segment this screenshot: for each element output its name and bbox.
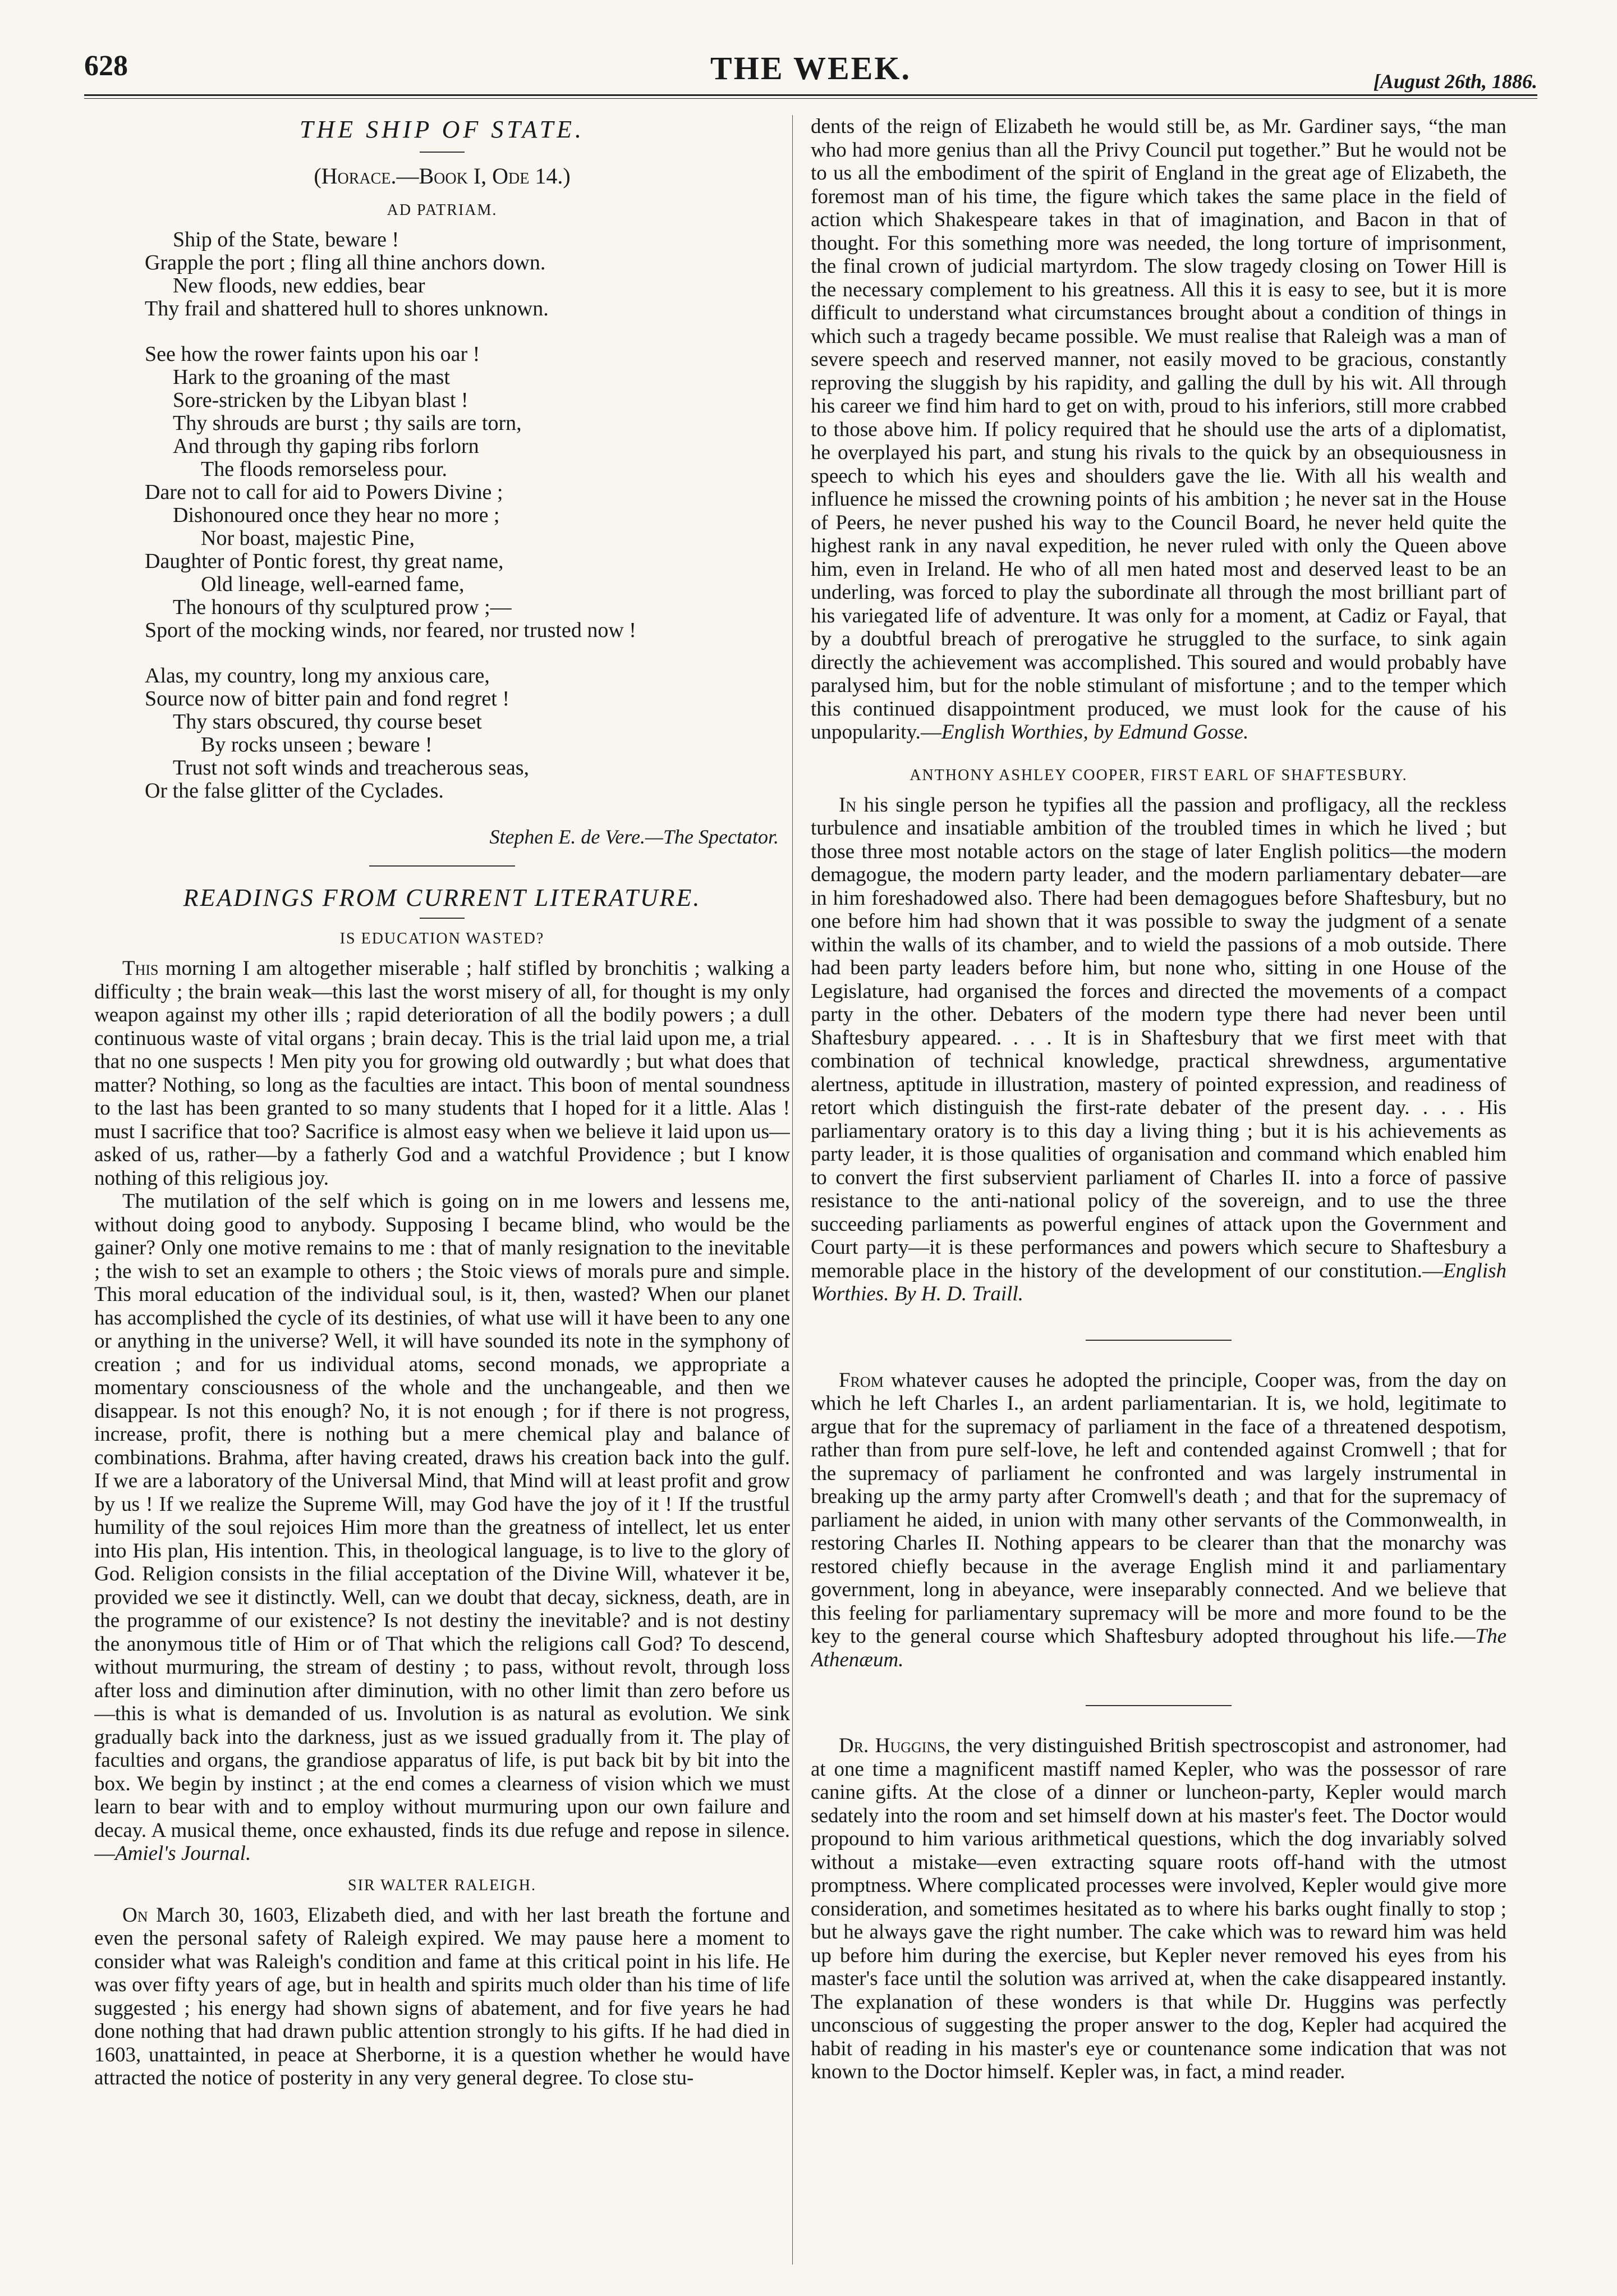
title-rule — [420, 918, 465, 919]
source-citation: English Worthies. By H. D. Traill. — [811, 1259, 1506, 1305]
page-number: 628 — [84, 50, 128, 82]
title-rule — [420, 152, 465, 153]
issue-date: [August 26th, 1886. — [1373, 70, 1537, 93]
drop-word: In — [839, 793, 857, 817]
poem-line: Ship of the State, beware ! — [173, 228, 399, 251]
poem-line: Old lineage, well-earned fame, — [201, 572, 465, 596]
poem-line: Source now of bitter pain and fond regret ! — [145, 687, 510, 711]
education-heading: IS EDUCATION WASTED? — [339, 930, 545, 947]
poem-line: Alas, my country, long my anxious care, — [145, 664, 490, 688]
poem-line: New floods, new eddies, bear — [173, 274, 425, 297]
section-rule — [1086, 1705, 1232, 1706]
cooper-paragraph: From whatever causes he adopted the principle, Cooper was, from the day on which he left Charles I., an ardent parliamentarian. It is, we hold, legitimate to argue that for the supremacy of parliament in the face of a threatened despotism, rather than from pure self-love, he left and contended against Cromwell ; that for the supremacy of parliament he confronted and was largely instrumental in breaking up the army party after Cromwell's death ; and that for the supremacy of parliament he aided, in union with many other servants of the Commonwealth, in restoring Charles II. Nothing appears to be clearer than that the monarchy was restored chiefly because in the average English mind it and parliamentary government, long in abeyance, were inseparably connected. And we believe that this feeling for parliamentary supremacy will be more and more found to be the key to the general course which Shaftesbury adopted throughout his life.—The Athenæum. — [811, 1368, 1506, 1671]
poem-line: Dare not to call for aid to Powers Divine ; — [145, 480, 503, 504]
column-divider — [792, 115, 793, 2265]
poem-line: Grapple the port ; fling all thine anchors down. — [145, 251, 546, 274]
drop-word: From — [839, 1368, 884, 1392]
newspaper-title: THE WEEK. — [710, 50, 911, 86]
raleigh-paragraph-continued: dents of the reign of Elizabeth he would still be, as Mr. Gardiner says, “the man who had more genius than all the Privy Council put together.” But he would not be to us all the embodiment of the spirit of England in the great age of Elizabeth, the foremost man of his time, the figure which takes the same place in the field of action which Shakespeare takes in that of imagination, and Bacon in that of thought. For this something more was needed, the long torture of imprisonment, the final crown of judicial martyrdom. The slow tragedy closing on Tower Hill is the necessary complement to his greatness. All this it is easy to see, but it is more difficult to understand what circumstances brought about a condition of things in which such a tragedy became possible. We must realise that Raleigh was a man of severe speech and reserved manner, not easily moved to be gracious, constantly reproving the sluggish by his rapidity, and galling the dull by his wit. All through his career we find him hard to get on with, proud to his inferiors, still more crabbed to those above him. If policy required that he should use the arts of a diplomatist, he overplayed his part, and stung his rivals to the quick by an obsequiousness in speech to which his eyes and shoulders gave the lie. With all his wealth and influence he missed the crowning points of his ambition ; he never sat in the House of Peers, he never pushed his way to the Council Board, he never held quite the highest rank in any naval expedition, he never ruled with only the Queen above him, even in Ireland. He who of all men hated most and deserved least to be an underling, was forced to play the subordinate all through the most brilliant part of his variegated life of adventure. It was only for a moment, at Cadiz or Fayal, that by a doubtful breach of prerogative he struggled to the surface, to sink again directly the achievement was accomplished. This soured and would probably have paralysed him, but for the noble stimulant of misfortune ; and to the temper which this continued disappointment produced, we must look for the cause of his unpopularity.—English Worthies, by Edmund Gosse. — [811, 115, 1506, 744]
raleigh-heading: SIR WALTER RALEIGH. — [348, 1876, 536, 1894]
poem-body — [145, 228, 790, 803]
raleigh-paragraph: On March 30, 1603, Elizabeth died, and with her last breath the fortune and even the personal safety of Raleigh expired. We may pause here a moment to consider what was Raleigh's condition and fame at this critical point in his life. He was over fifty years of age, but in health and spirits much older than his time of life suggested ; his energy had shown signs of abatement, and for five years he had done nothing that had drawn public attention strongly to his gifts. If he had died in 1603, unattainted, in peace at Sherborne, it is a question whether he would have attracted the notice of posterity in any very general degree. To close stu- — [94, 1903, 790, 2089]
poem-subtitle: (Horace.—Book I, Ode 14.) — [314, 163, 571, 189]
poem-line: Trust not soft winds and treacherous seas, — [173, 756, 530, 780]
poem-line: Thy stars obscured, thy course beset — [173, 710, 482, 734]
masthead — [84, 35, 1537, 101]
shaftesbury-paragraph: In his single person he typifies all the passion and profligacy, all the reckless turbulence and insatiable ambition of the troubled times in which he lived ; but those three most notable actors on the stage of later English politics—the modern demagogue, the modern party leader, and the modern parliamentary debater—are in him foreshadowed also. There had been demagogues before Shaftesbury, but no one before him had shown that it was possible to sway the judgment of a senate within the walls of its chamber, and to wield the passions of a mob outside. There had been party leaders before him, but none who, sitting in one House of the Legislature, had organised the forces and directed the movements of a compact party in the other. Debaters of the modern type there had never been until Shaftesbury appeared. . . . It is in Shaftesbury that we first meet with that combination of technical knowledge, practical shrewdness, argumentative alertness, aptitude in illustration, mastery of pointed expression, and readiness of retort which distinguish the first-rate debater of the present day. . . . His parliamentary oratory is to this day a living thing ; but it is his achievements as party leader, it is those qualities of organisation and command which enabled him to convert the first subservient parliament of Charles II. into a force of passive resistance to the anti-national policy of the sovereign, and to use the three succeeding parliaments as powerful engines of attack upon the Government and Court party—it is these performances and powers which secure to Shaftesbury a memorable place in the history of the development of our constitution.—English Worthies. By H. D. Traill. — [811, 793, 1506, 1305]
source-citation: The Athenæum. — [811, 1625, 1506, 1671]
drop-word: Dr. Huggins — [839, 1734, 945, 1757]
source-citation: Amiel's Journal. — [115, 1842, 251, 1865]
header-rule — [84, 94, 1537, 99]
drop-word: On — [122, 1903, 148, 1927]
education-paragraph: This morning I am altogether miserable ; half stifled by bronchitis ; walking a difficulty ; the brain weak—this last the worst misery of all, for thought is my only weapon against my other ills ; rapid deterioration of all the bodily powers ; a dull continuous waste of vital organs ; brain decay. This is the trial laid upon me, a trial that no one suspects ! Men pity you for growing old outwardly ; but what does that matter? Nothing, so long as the faculties are intact. This boon of mental soundness to the last has been granted to so many students that I hoped for it a little. Alas ! must I sacrifice that too? Sacrifice is almost easy when we believe it laid upon us—asked of us, rather—by a fatherly God and a watchful Providence ; but I know nothing of this religious joy. — [94, 957, 790, 1190]
shaftesbury-heading: ANTHONY ASHLEY COOPER, FIRST EARL OF SHAFTESBURY. — [909, 766, 1408, 784]
poem-line: Hark to the groaning of the mast — [173, 365, 450, 389]
education-paragraph: The mutilation of the self which is going on in me lowers and lessens me, without doing good to anybody. Supposing I became blind, who would be the gainer? Only one motive remains to me : that of manly resignation to the inevitable ; the wish to set an example to others ; the Stoic views of morals pure and simple. This moral education of the individual soul, is it, then, wasted? When our planet has accomplished the cycle of its destinies, of what use will it have been to any one or anything in the universe? Well, it will have sounded its note in the symphony of creation ; and for us individual atoms, second monads, we appropriate a momentary consciousness of the whole and the unchangeable, and then we disappear. Is not this enough? No, it is not enough ; for if there is not progress, increase, profit, there is nothing but a mere chemical play and balance of combinations. Brahma, after having created, draws his creation back into the gulf. If we are a laboratory of the Universal Mind, that Mind will at least profit and grow by us ! If we realize the Supreme Will, may God have the joy of it ! If the trustful humility of the soul rejoices Him more than the greatness of intellect, let us enter into His plan, His intention. This, in theological language, is to live to the glory of God. Religion consists in the filial acceptation of the Divine Will, whatever it be, provided we see it distinctly. Well, can we doubt that decay, sickness, death, are in the programme of our existence? Is not destiny the inevitable? and is not destiny the anonymous title of Him or of That which the religions call God? To descend, without murmuring, the stream of destiny ; to pass, without revolt, through loss after loss and diminution after diminution, with no other limit than zero before us—this is what is demanded of us. Involution is as natural as evolution. We sink gradually back into the darkness, just as we issued gradually from it. The play of faculties and organs, the grandiose apparatus of life, is put back bit by bit into the box. We begin by instinct ; at the end comes a clearness of vision which we must learn to bear with and to employ without murmuring upon our own failure and decay. A musical theme, once exhausted, finds its due refuge and repose in silence.—Amiel's Journal. — [94, 1190, 790, 1865]
poem-stanza — [145, 664, 790, 803]
poem-line: Nor boast, majestic Pine, — [201, 526, 415, 550]
poem-line: Thy shrouds are burst ; thy sails are torn, — [173, 411, 522, 435]
poem-attribution: Stephen E. de Vere.—The Spectator. — [489, 826, 779, 848]
source-citation: English Worthies, by Edmund Gosse. — [941, 721, 1249, 744]
huggins-paragraph: Dr. Huggins, the very distinguished British spectroscopist and astronomer, had at one time a magnificent mastiff named Kepler, who was the possessor of rare canine gifts. At the close of a dinner or luncheon-party, Kepler would march sedately into the room and set himself down at his master's feet. The Doctor would propound to him various arithmetical questions, which the dog invariably solved without a mistake—even extracting square roots off-hand with the utmost promptness. Where complicated processes were involved, Kepler would give more consideration, and sometimes hesitated as to where his barks ought finally to stop ; but he always gave the right number. The cake which was to reward him was held up before him during the exercise, but Kepler never removed his eyes from his master's face until the solution was arrived at, when the cake disappeared instantly. The explanation of these wonders is that while Dr. Huggins was perfectly unconscious of suggesting the proper answer to the dog, Kepler had acquired the habit of reading in his master's eye or countenance some indication that was not known to the Doctor himself. Kepler was, in fact, a mind reader. — [811, 1734, 1506, 2083]
drop-word: This — [122, 957, 159, 980]
left-column — [94, 115, 790, 2265]
poem-line: Thy frail and shattered hull to shores unknown. — [145, 297, 549, 320]
poem-stanza — [145, 343, 790, 642]
section-rule — [369, 865, 515, 867]
readings-title: READINGS FROM CURRENT LITERATURE. — [183, 884, 701, 911]
poem-dedication: AD PATRIAM. — [387, 201, 498, 219]
poem-line: And through thy gaping ribs forlorn — [173, 434, 479, 458]
poem-line: The honours of thy sculptured prow ;— — [173, 595, 512, 619]
poem-line: See how the rower faints upon his oar ! — [145, 342, 480, 366]
poem-line: Or the false glitter of the Cyclades. — [145, 779, 444, 803]
poem-line: Daughter of Pontic forest, thy great name, — [145, 549, 504, 573]
poem-line: By rocks unseen ; beware ! — [201, 733, 433, 757]
poem-line: Dishonoured once they hear no more ; — [173, 503, 500, 527]
poem-line: Sport of the mocking winds, nor feared, nor trusted now ! — [145, 618, 636, 642]
section-rule — [1086, 1340, 1232, 1341]
poem-line: The floods remorseless pour. — [201, 457, 448, 481]
poem-stanza — [145, 228, 790, 320]
poem-title: THE SHIP OF STATE. — [299, 116, 585, 143]
right-column — [811, 115, 1506, 2265]
poem-line: Sore-stricken by the Libyan blast ! — [173, 388, 468, 412]
